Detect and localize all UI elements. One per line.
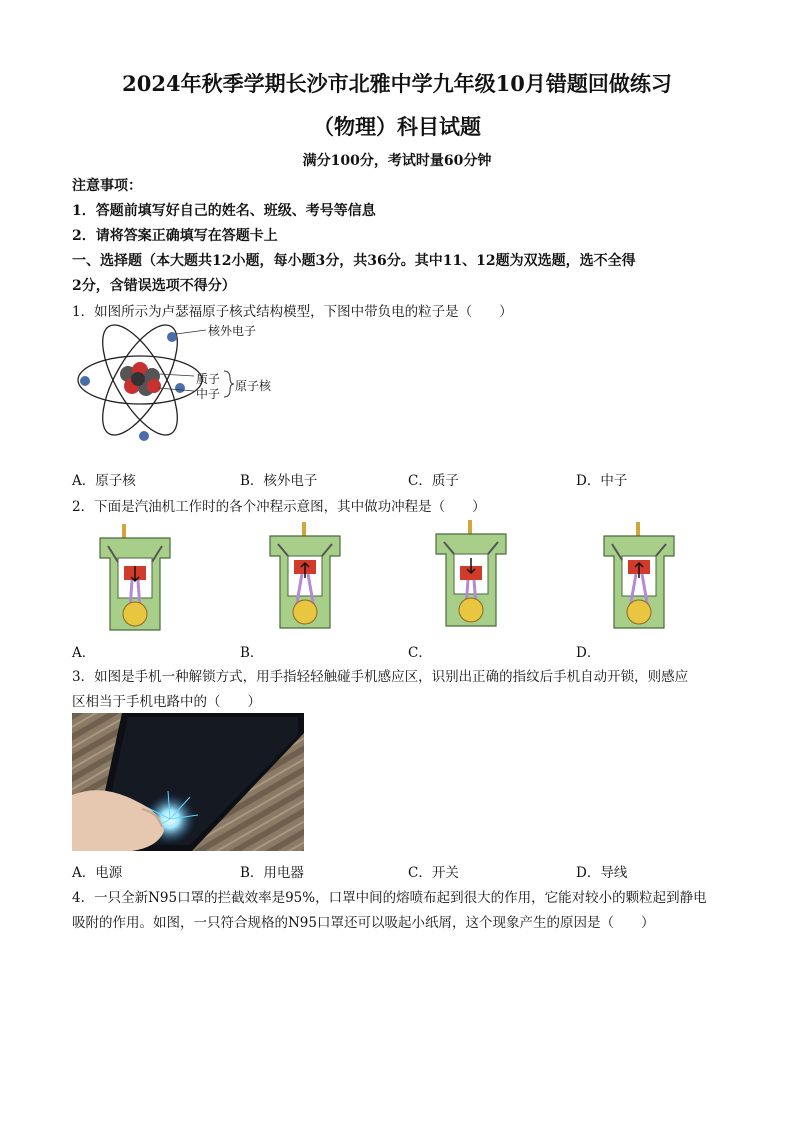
question-3-option-b: B．用电器 (240, 865, 304, 881)
exam-info: 满分100分，考试时量60分钟 (302, 153, 492, 169)
question-3-option-c: C．开关 (408, 865, 459, 881)
question-1-option-c: C．质子 (408, 473, 459, 489)
question-3-option-a: A．电源 (72, 865, 123, 881)
electron-icon (175, 383, 185, 393)
page-title: 2024年秋季学期长沙市北雅中学九年级10月错题回做练习 (122, 71, 672, 96)
question-1-stem: 1．如图所示为卢瑟福原子核式结构模型，下图中带负电的粒子是（ ） (72, 304, 513, 320)
question-2-option-a: A． (72, 645, 96, 661)
notes-item-2: 2．请将答案正确填写在答题卡上 (72, 228, 278, 244)
question-2-option-d: D． (576, 645, 601, 661)
electron-icon (139, 431, 149, 441)
engine-diagram-d (596, 520, 682, 638)
label-nucleus: 原子核 (235, 379, 272, 393)
question-2-option-b: B． (240, 645, 264, 661)
question-1-option-a: A．原子核 (72, 473, 136, 489)
nucleus-icon (120, 362, 161, 396)
label-proton: 质子 (196, 372, 221, 386)
electron-icon (167, 332, 177, 342)
electron-icon (80, 376, 90, 386)
question-2-option-c: C． (408, 645, 432, 661)
question-4-stem-line2: 吸附的作用。如图，一只符合规格的N95口罩还可以吸起小纸屑，这个现象产生的原因是（ ） (72, 915, 655, 931)
label-neutron: 中子 (196, 387, 221, 401)
question-3-option-d: D．导线 (576, 865, 628, 881)
fingerprint-unlock-photo (72, 713, 304, 851)
section-heading-line2: 2分，含错误选项不得分） (72, 278, 236, 294)
engine-diagram-b (262, 520, 348, 638)
notes-heading: 注意事项： (72, 178, 142, 194)
section-heading-line1: 一、选择题（本大题共12小题，每小题3分，共36分。其中11、12题为双选题，选不全得 (72, 253, 636, 269)
label-electron: 核外电子 (208, 324, 257, 338)
question-1-option-d: D．中子 (576, 473, 628, 489)
question-3-stem-line1: 3．如图是手机一种解锁方式，用手指轻轻触碰手机感应区，识别出正确的指纹后手机自动开锁，则感应 (72, 669, 689, 685)
question-2-stem: 2．下面是汽油机工作时的各个冲程示意图，其中做功冲程是（ ） (72, 499, 486, 515)
engine-diagram-c (428, 518, 514, 636)
question-4-stem-line1: 4．一只全新N95口罩的拦截效率是95%，口罩中间的熔喷布起到很大的作用，它能对较小的颗粒起到静电 (72, 890, 707, 906)
question-3-stem-line2: 区相当于手机电路中的（ ） (72, 694, 261, 710)
notes-item-1: 1．答题前填写好自己的姓名、班级、考号等信息 (72, 203, 376, 219)
engine-diagram-a (92, 522, 178, 640)
question-1-option-b: B．核外电子 (240, 473, 318, 489)
page-title-subject: （物理）科目试题 (313, 114, 481, 139)
